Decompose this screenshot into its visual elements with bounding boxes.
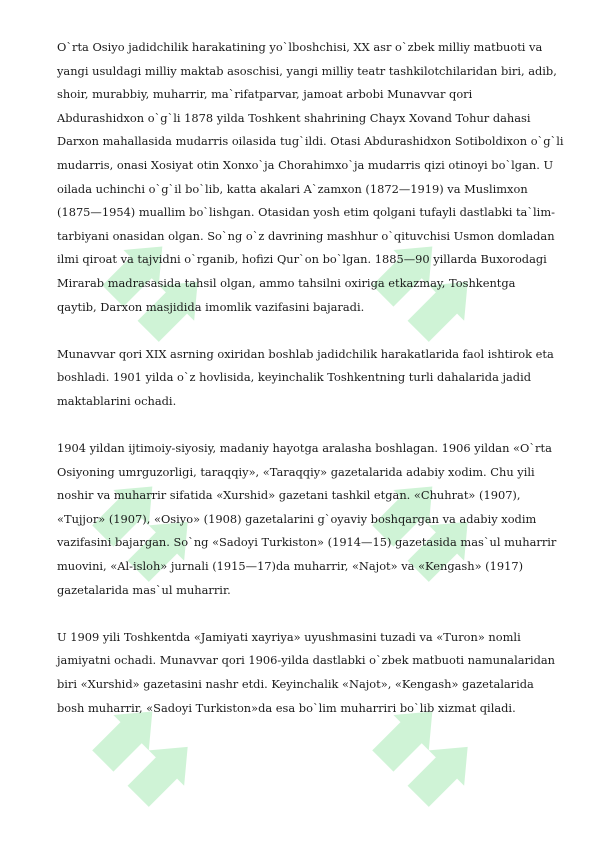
text-line: muovini, «Al-isloh» jurnali (1915—17)da muharrir, «Najot» va «Kengash» (1917) [57,559,524,574]
paragraph-biography [57,36,567,319]
text-line: (1875—1954) muallim bo`lishgan. Otasidan yosh etim qolgani tufayli dastlabki ta`lim- [57,205,555,220]
text-line: yangi usuldagi milliy maktab asoschisi, yangi milliy teatr tashkilotchilaridan biri, adib, [57,63,557,78]
text-line: «Tujjor» (1907), «Osiyo» (1908) gazetalarini g`oyaviy boshqargan va adabiy xodim [57,511,537,526]
text-line: ilmi qiroat va tajvidni o`rganib, hofizi Qur`on bo`lgan. 1885—90 yillarda Buxorodagi [57,252,547,267]
text-line: Osiyoning umrguzorligi, taraqqiy», «Taraqqiy» gazetalarida adabiy xodim. Chu yili [57,464,535,479]
text-line: U 1909 yili Toshkentda «Jamiyati xayriya» uyushmasini tuzadi va «Turon» nomli [57,629,521,644]
document-body [57,36,567,744]
text-line: 1904 yildan ijtimoiy-siyosiy, madaniy hayotga aralasha boshlagan. 1906 yildan «O`rta [57,441,552,456]
paragraph-jadid-schools [57,343,567,414]
text-line: qaytib, Darxon masjidida imomlik vazifasini bajaradi. [57,299,365,314]
text-line: jamiyatni ochadi. Munavvar qori 1906-yilda dastlabki o`zbek matbuoti namunalaridan [57,653,556,668]
text-line: O`rta Osiyo jadidchilik harakatining yo`lboshchisi, XX asr o`zbek milliy matbuoti va [57,40,543,54]
text-line: Munavvar qori XIX asrning oxiridan boshlab jadidchilik harakatlarida faol ishtirok eta [57,346,554,361]
paragraph-societies [57,626,567,720]
text-line: shoir, murabbiy, muharrir, ma`rifatparvar, jamoat arbobi Munavvar qori [57,87,473,102]
text-line: Abdurashidxon o`g`li 1878 yilda Toshkent shahrining Chayx Xovand Tohur dahasi [57,110,531,125]
text-line: mudarris, onasi Xosiyat otin Xonxo`ja Chorahimxo`ja mudarris qizi otinoyi bo`lgan. U [57,157,554,172]
text-line: noshir va muharrir sifatida «Xurshid» gazetani tashkil etgan. «Chuhrat» (1907), [57,488,521,503]
text-line: tarbiyani onasidan olgan. So`ng o`z davrining mashhur o`qituvchisi Usmon domladan [57,228,555,243]
text-line: Darxon mahallasida mudarris oilasida tug`ildi. Otasi Abdurashidxon Sotiboldixon o`g`li [57,134,564,149]
text-line: gazetalarida mas`ul muharrir. [57,582,231,597]
text-line: Mirarab madrasasida tahsil olgan, ammo tahsilni oxiriga etkazmay, Toshkentga [57,275,516,290]
text-line: boshladi. 1901 yilda o`z hovlisida, keyinchalik Toshkentning turli dahalarida jadid [57,370,532,385]
text-line: biri «Xurshid» gazetasini nashr etdi. Keyinchalik «Najot», «Kengash» gazetalarida [57,677,534,692]
text-line: maktablarini ochadi. [57,393,177,408]
text-line: bosh muharrir, «Sadoyi Turkiston»da esa bo`lim muharriri bo`lib xizmat qiladi. [57,700,516,715]
paragraph-press-activity [57,437,567,602]
text-line: vazifasini bajargan. So`ng «Sadoyi Turkiston» (1914—15) gazetasida mas`ul muharrir [57,535,557,550]
text-line: oilada uchinchi o`g`il bo`lib, katta akalari A`zamxon (1872—1919) va Muslimxon [57,181,528,196]
